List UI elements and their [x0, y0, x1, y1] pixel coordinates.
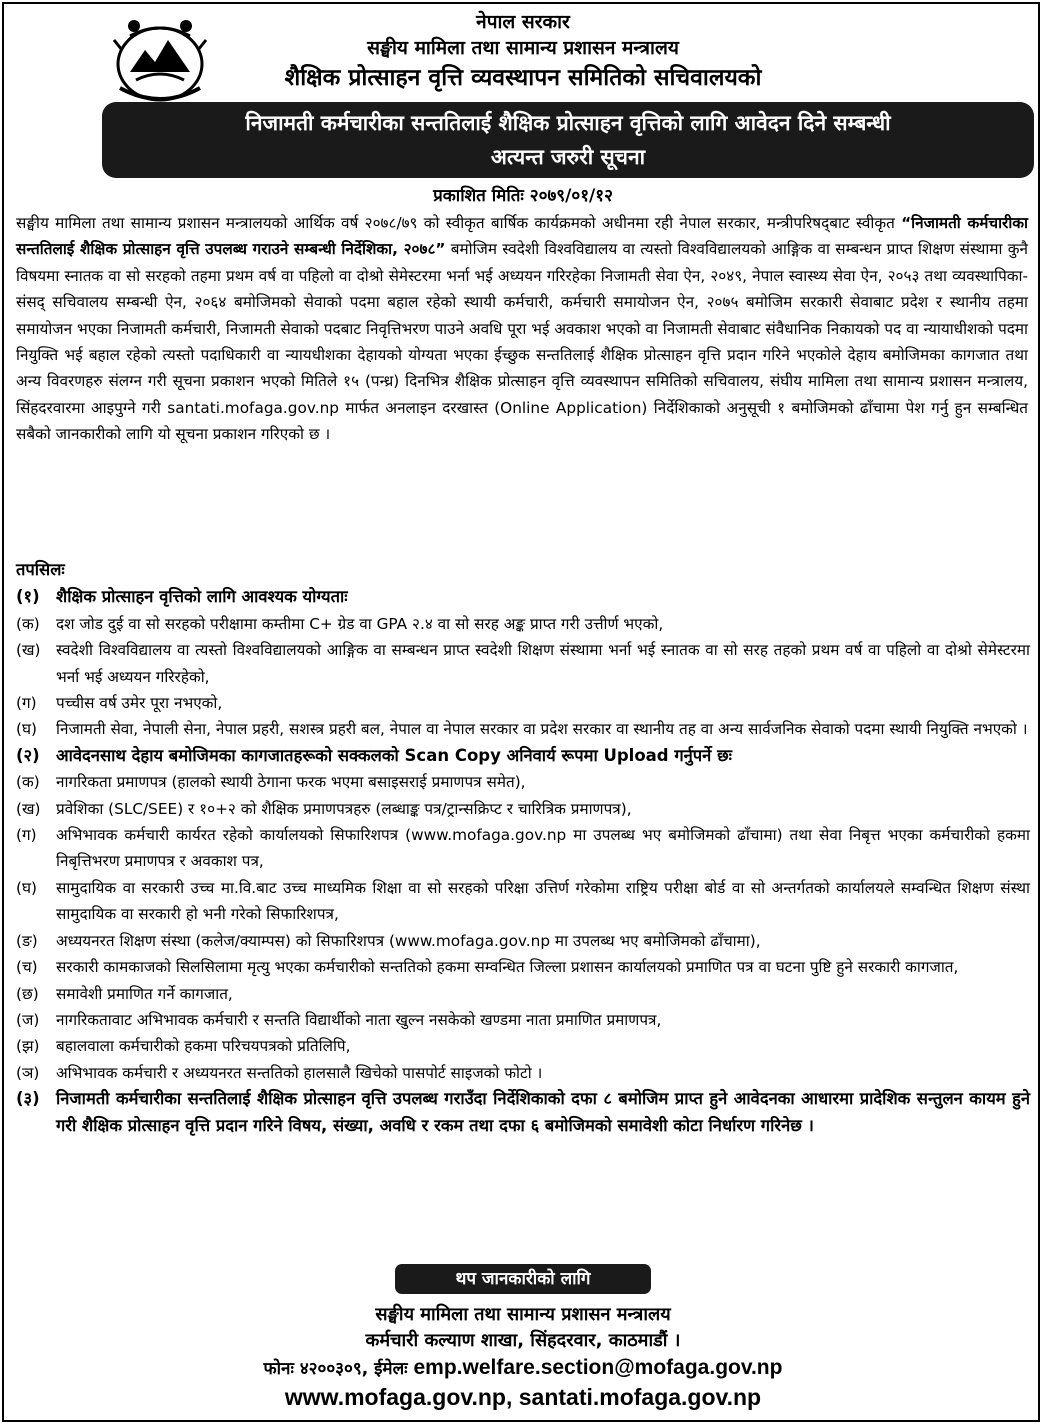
- item-marker: (घ): [16, 720, 37, 739]
- item-text: समावेशी प्रमाणित गर्ने कागजात,: [56, 984, 233, 1003]
- details-section: [16, 557, 1030, 1139]
- intro-guideline-title: “निजामती कर्मचारीका सन्ततिलाई शैक्षिक प्रोत्साहन वृत्ति उपलब्ध गराउने सम्बन्धी निर्देशिका, २०७८”: [16, 214, 1028, 259]
- list-item: [16, 769, 1030, 795]
- item-marker: (ख): [16, 641, 41, 660]
- item-text: बहालवाला कर्मचारीको हकमा परिचयपत्रको प्रतिलिपि,: [56, 1037, 351, 1056]
- list-item: [16, 875, 1030, 928]
- item-marker: (घ): [16, 878, 37, 897]
- contact-phone-email: [0, 1356, 1046, 1380]
- item-text: दश जोड दुई वा सो सरहको परीक्षामा कम्तीमा C+ ग्रेड वा GPA २.४ वा सो सरह अङ्क प्राप्त गरी उत्तीर्ण भएको,: [56, 614, 664, 633]
- list-item: [16, 611, 1030, 637]
- item-marker: (च): [16, 958, 38, 977]
- item-text: पच्चीस वर्ष उमेर पूरा नभएको,: [56, 694, 223, 713]
- list-item: [16, 1033, 1030, 1059]
- header-secretariat: शैक्षिक प्रोत्साहन वृत्ति व्यवस्थापन समितिको सचिवालयको: [284, 65, 762, 91]
- item-marker: (ख): [16, 799, 41, 818]
- item-marker: (ग): [16, 694, 37, 713]
- notice-title-line1: निजामती कर्मचारीका सन्ततिलाई शैक्षिक प्रोत्साहन वृत्तिको लागि आवेदन दिने सम्बन्धी: [245, 111, 891, 135]
- item-marker: (क): [16, 773, 40, 792]
- item-marker: (ञ): [16, 1063, 40, 1082]
- section-2-title: आवेदनसाथ देहाय बमोजिमका कागजातहरूको सक्कलको Scan Copy अनिवार्य रूपमा Upload गर्नुपर्ने छः: [56, 745, 732, 765]
- section-3: [16, 1086, 1030, 1139]
- section-1-title: शैक्षिक प्रोत्साहन वृत्तिको लागि आवश्यक योग्यताः: [56, 587, 348, 607]
- item-marker: (झ): [16, 1037, 40, 1056]
- item-text: अभिभावक कर्मचारी र अध्ययनरत सन्ततिको हालसालै खिचेको पासपोर्ट साइजको फोटो ।: [56, 1063, 543, 1082]
- intro-text-2: बमोजिम स्वदेशी विश्वविद्यालय वा त्यस्तो विश्वविद्यालयको आङ्गिक वा सम्बन्धन प्राप्त शिक्षण संस्थामा कुनै विषयमा स्नातक वा सो सरहको तहमा प्रथम वर्ष वा पहिलो वा दोश्रो सेमेस्टरमा भर्ना भई अध्ययन गरिरहेका निजामती सेवा ऐन, २०४९, नेपाल स्वास्थ्य सेवा ऐन, २०५३ तथा व्यवस्थापिका-संसद् सचिवालय सम्बन्धी ऐन, २०६४ बमोजिमको सेवाको पदमा बहाल रहेको स्थायी कर्मचारी, कर्मचारी समायोजन ऐन, २०७५ बमोजिम सरकारी सेवाबाट प्रदेश र स्थानीय तहमा समायोजन भएका निजामती कर्मचारी, निजामती सेवाको पदबाट निवृत्तिभरण पाउने अवधि पूरा भई अवकाश भएको वा निजामती सेवाबाट संवैधानिक निकायको पद वा न्यायाधीशको पदमा नियुक्ति भई बहाल रहेको त्यस्तो पदाधिकारी वा न्यायधीशका देहायको योग्यता भएका ईच्छुक सन्ततिलाई शैक्षिक प्रोत्साहन वृत्ति प्रदान गरिने भएकोले देहाय बमोजिमका कागजात तथा अन्य विवरणहरु संलग्न गरी सूचना प्रकाशन भएको मितिले १५ (पन्ध्र) दिनभित्र शैक्षिक प्रोत्साहन वृत्ति व्यवस्थापन समितिको सचिवालय, संघीय मामिला तथा सामान्य प्रशासन मन्त्रालय, सिंहदरवारमा आइपुग्ने गरी santati.mofaga.gov.np मार्फत अनलाइन दरखास्त (Online Application) निर्देशिकाको अनुसूची १ बमोजिमको ढाँचामा पेश गर्नु हुन सम्बन्धित सबैको जानकारीको लागि यो सूचना प्रकाशन गरिएको छ ।: [16, 240, 1028, 444]
- section-1-heading: [16, 584, 1030, 610]
- item-text: प्रवेशिका (SLC/SEE) र १०+२ को शैक्षिक प्रमाणपत्रहरु (लब्धाङ्क पत्र/ट्रान्सक्रिप्ट र चारित्रिक प्रमाणपत्र),: [56, 799, 632, 818]
- section-2-number: (२): [16, 745, 40, 765]
- item-text: अध्ययनरत शिक्षण संस्था (कलेज/क्याम्पस) को सिफारिशपत्र (www.mofaga.gov.np मा उपलब्ध भए बमोजिमको ढाँचामा),: [56, 931, 761, 950]
- list-item: [16, 637, 1030, 690]
- item-text: नागरिकता प्रमाणपत्र (हालको स्थायी ठेगाना फरक भएमा बसाइसराई प्रमाणपत्र समेत),: [56, 773, 526, 792]
- list-item: [16, 690, 1030, 716]
- notice-title-line2: अत्यन्त जरुरी सूचना: [490, 145, 646, 169]
- item-text: निजामती सेवा, नेपाली सेना, नेपाल प्रहरी, सशस्त्र प्रहरी बल, नेपाल वा नेपाल सरकार वा प्रदेश सरकार वा स्थानीय तह वा अन्य सार्वजनिक सेवाको पदमा स्थायी नियुक्ति नभएको ।: [56, 720, 1028, 739]
- more-info-label: थप जानकारीको लागि: [395, 1264, 651, 1294]
- list-item: [16, 822, 1030, 875]
- list-item: [16, 1060, 1030, 1086]
- section-3-number: (३): [16, 1089, 40, 1109]
- item-text: सरकारी कामकाजको सिलसिलामा मृत्यु भएका कर्मचारीको सन्ततिको हकमा सम्वन्धित जिल्ला प्रशासन कार्यालयको प्रमाणित पत्र वा घटना पुष्टि हुने सरकारी कागजात,: [56, 958, 959, 977]
- item-text: सामुदायिक वा सरकारी उच्च मा.वि.बाट उच्च माध्यमिक शिक्षा वा सो सरहको परिक्षा उत्तिर्ण गरेकोमा राष्ट्रिय परीक्षा बोर्ड वा सो अन्तर्गतको कार्यालयले सम्वन्धित शिक्षण संस्था सामुदायिक वा सरकारी हो भनी गरेको सिफारिशपत्र,: [56, 878, 1030, 924]
- details-heading: तपसिलः: [16, 560, 65, 579]
- item-text: स्वदेशी विश्वविद्यालय वा त्यस्तो विश्वविद्यालयको आङ्गिक वा सम्बन्धन प्राप्त स्वदेशी शिक्षण संस्थामा भर्ना भई स्नातक वा सो सरह तहको प्रथम वर्ष वा पहिलो वा दोश्रो सेमेस्टरमा भर्ना भई अध्ययन गरिरहेको,: [56, 641, 1030, 686]
- published-date: प्रकाशित मितिः २०७९/०१/१२: [433, 186, 613, 206]
- list-item: [16, 954, 1030, 980]
- header-ministry: सङ्घीय मामिला तथा सामान्य प्रशासन मन्त्रालय: [367, 37, 679, 59]
- item-marker: (ग): [16, 826, 37, 845]
- contact-websites[interactable]: www.mofaga.gov.np, santati.mofaga.gov.np: [284, 1384, 762, 1410]
- list-item: [16, 981, 1030, 1007]
- contact-phone: फोनः ४२००३०९, ईमेलः: [263, 1359, 414, 1379]
- notice-title-banner: [102, 102, 1034, 178]
- item-marker: (ङ): [16, 931, 38, 950]
- list-item: [16, 1007, 1030, 1033]
- header-government: नेपाल सरकार: [476, 11, 570, 33]
- item-text: नागरिकतावाट अभिभावक कर्मचारी र सन्तति विद्यार्थीको नाता खुल्न नसकेको खण्डमा नाता प्रमाणित प्रमाणपत्र,: [56, 1010, 662, 1029]
- section-1-number: (१): [16, 587, 40, 607]
- list-item: [16, 716, 1030, 742]
- contact-ministry: सङ्घीय मामिला तथा सामान्य प्रशासन मन्त्रालय: [375, 1304, 671, 1325]
- item-marker: (छ): [16, 984, 39, 1003]
- list-item: [16, 796, 1030, 822]
- intro-text-1: सङ्घीय मामिला तथा सामान्य प्रशासन मन्त्रालयको आर्थिक वर्ष २०७८/७९ को स्वीकृत बार्षिक कार्यक्रमको अधीनमा रही नेपाल सरकार, मन्त्रीपरिषद्‌बाट स्वीकृत: [16, 214, 902, 232]
- contact-branch: कर्मचारी कल्याण शाखा, सिंहदरवार, काठमाडौं ।: [365, 1330, 681, 1351]
- item-marker: (ज): [16, 1010, 40, 1029]
- list-item: [16, 928, 1030, 954]
- item-marker: (क): [16, 614, 40, 633]
- section-2-heading: [16, 743, 1030, 769]
- intro-paragraph: [16, 210, 1028, 448]
- item-text: अभिभावक कर्मचारी कार्यरत रहेको कार्यालयको सिफारिशपत्र (www.mofaga.gov.np मा उपलब्ध भए बमोजिमको ढाँचामा) तथा सेवा निबृत्त भएका कर्मचारीको हकमा निबृत्तिभरण प्रमाणपत्र र अवकाश पत्र,: [56, 826, 1030, 871]
- section-3-text: निजामती कर्मचारीका सन्ततिलाई शैक्षिक प्रोत्साहन वृत्ति उपलब्ध गराउँदा निर्देशिकाको दफा ८ बमोजिम प्राप्त हुने आवेदनका आधारमा प्रादेशिक सन्तुलन कायम हुने गरी शैक्षिक प्रोत्साहन वृत्ति प्रदान गरिने विषय, संख्या, अवधि र रकम तथा दफा ६ बमोजिमको समावेशी कोटा निर्धारण गरिनेछ ।: [56, 1089, 1030, 1135]
- contact-email-link[interactable]: emp.welfare.section@mofaga.gov.np: [413, 1356, 783, 1379]
